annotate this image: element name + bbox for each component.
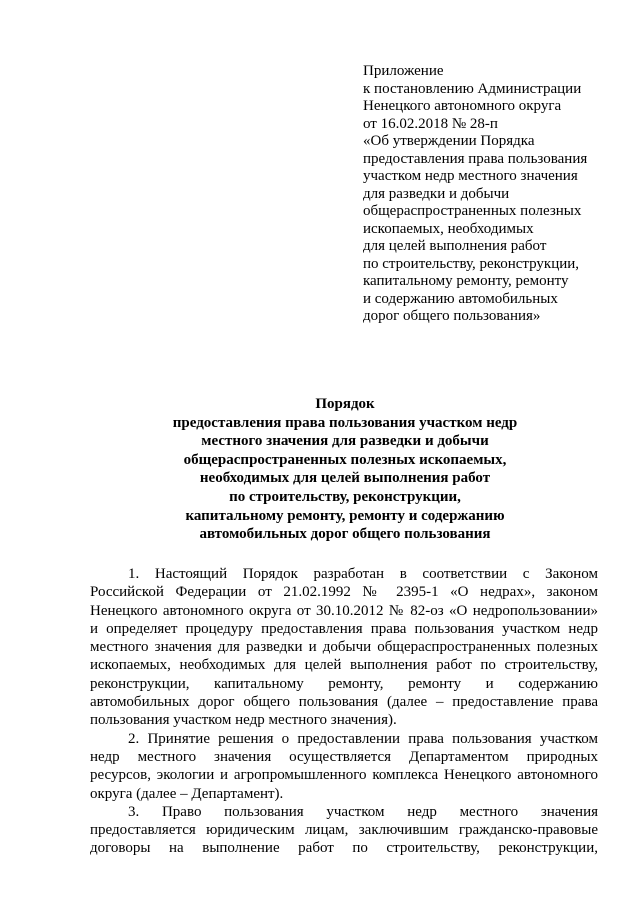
title-line: по строительству, реконструкции, <box>229 488 461 505</box>
appendix-line: Приложение <box>363 63 444 79</box>
appendix-line: участком недр местного значения <box>363 168 578 184</box>
appendix-line: предоставления права пользования <box>363 150 588 167</box>
appendix-line: дорог общего пользования» <box>363 308 541 324</box>
paragraph-line: округа (далее – Департамент). <box>90 785 284 802</box>
paragraph-line: ископаемых, необходимых для целей выполнения работ по строительству, <box>90 657 598 674</box>
paragraph-line: местного значения для разведки и добычи общераспространенных полезных <box>90 639 598 656</box>
title-line: необходимых для целей выполнения работ <box>199 470 491 487</box>
title-line: предоставления права пользования участком недр <box>172 414 518 431</box>
title-line: общераспространенных полезных ископаемых, <box>183 451 507 468</box>
appendix-line: капитальному ремонту, ремонту <box>363 273 569 289</box>
appendix-line: к постановлению Администрации <box>363 80 582 97</box>
paragraph-3 <box>90 803 598 858</box>
paragraph-line: 2. Принятие решения о предоставлении права пользования участком <box>128 730 598 747</box>
paragraph-line: Ненецкого автономного округа от 30.10.2012 № 82-оз «О недропользовании» <box>90 602 598 619</box>
appendix-line: для разведки и добычи <box>363 185 510 202</box>
paragraph-line: и определяет процедуру предоставления права пользования участком недр <box>90 620 598 637</box>
document-body <box>90 565 598 858</box>
appendix-line: Ненецкого автономного округа <box>363 98 562 114</box>
paragraph-line: реконструкции, капитальному ремонту, ремонту и содержанию <box>90 675 598 692</box>
paragraph-1 <box>90 565 598 730</box>
paragraph-line: ресурсов, экологии и агропромышленного комплекса Ненецкого автономного <box>90 767 598 784</box>
appendix-header <box>363 63 623 326</box>
paragraph-line: пользования участком недр местного значения). <box>90 712 397 729</box>
appendix-line: общераспространенных полезных <box>363 203 582 219</box>
title-line: автомобильных дорог общего пользования <box>199 526 491 543</box>
paragraph-line: автомобильных дорог общего пользования (далее – предоставление права <box>90 694 598 711</box>
paragraph-line: недр местного значения осуществляется Департаментом природных <box>90 748 598 765</box>
paragraph-line: 3. Право пользования участком недр местного значения <box>128 803 598 820</box>
paragraph-line: Российской Федерации от 21.02.1992 № 2395-1 «О недрах», законом <box>90 584 598 601</box>
paragraph-2 <box>90 730 598 803</box>
paragraph-line: договоры на выполнение работ по строительству, реконструкции, <box>90 840 598 857</box>
document-title <box>90 395 600 544</box>
appendix-line: «Об утверждении Порядка <box>363 133 535 149</box>
appendix-line: от 16.02.2018 № 28-п <box>363 115 498 132</box>
title-line: капитальному ремонту, ремонту и содержанию <box>185 507 505 524</box>
paragraph-line: 1. Настоящий Порядок разработан в соответствии с Законом <box>128 566 598 582</box>
appendix-line: и содержанию автомобильных <box>363 290 558 307</box>
title-line: местного значения для разведки и добычи <box>201 433 489 450</box>
appendix-line: по строительству, реконструкции, <box>363 255 580 272</box>
title-line: Порядок <box>315 396 375 412</box>
paragraph-line: предоставляется юридическим лицам, заключившим гражданско-правовые <box>90 822 598 839</box>
appendix-line: ископаемых, необходимых <box>363 220 534 237</box>
appendix-line: для целей выполнения работ <box>363 238 547 254</box>
